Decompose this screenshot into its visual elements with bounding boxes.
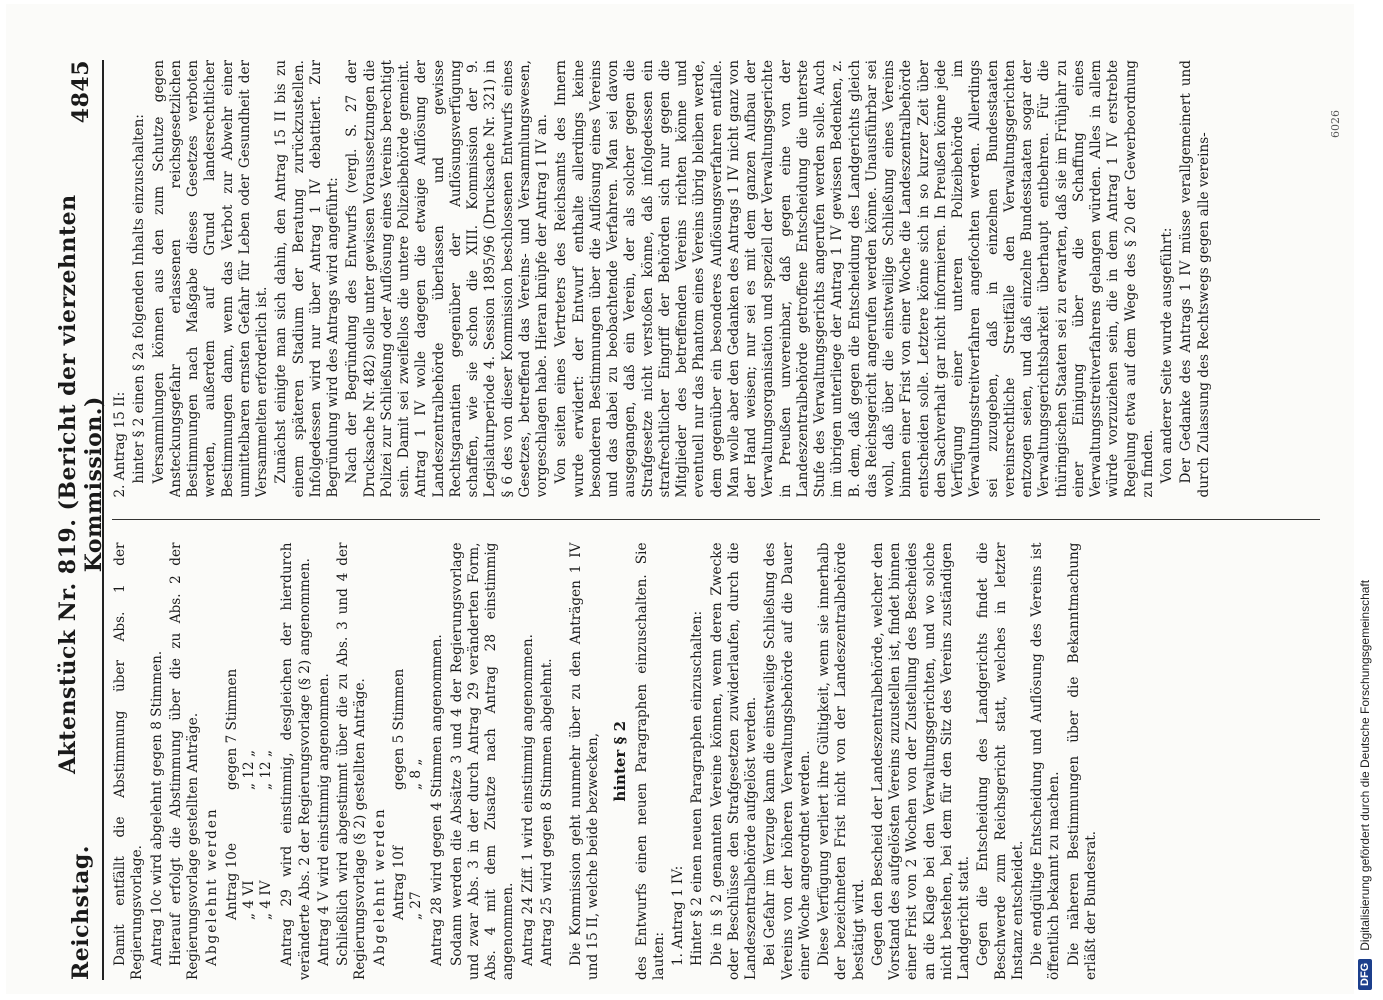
paragraph: Bei Gefahr im Verzuge kann die einstweilige Schließung des Vereins von der höheren Verwaltungsbehörde auf die Dauer einer Woche angeordnet werden. [762, 542, 813, 980]
archive-stamp: 6026 [1329, 110, 1342, 138]
paragraph: Abgelehnt werden [204, 807, 221, 966]
left-column [112, 543, 1320, 981]
paragraph: Antrag 29 wird einstimmig, desgleichen der hierdurch veränderte Abs. 2 der Regierungsvorlage (§ 2) angenommen. [279, 542, 313, 980]
paragraph: Der Gedanke des Antrags 1 IV müsse verallgemeinert und durch Zulassung des Rechtswegs gegen alle vereins- [1178, 60, 1212, 498]
paragraph: Gegen die Entscheidung des Landgerichts findet die Beschwerde zum Reichsgericht statt, welches in letzter Instanz entscheidet. [975, 542, 1026, 980]
text-columns [112, 60, 1320, 980]
paragraph: des Entwurfs einen neuen Paragraphen einzuschalten. Sie lauten: [633, 542, 667, 980]
paragraph: Antrag 24 Ziff. 1 wird einstimmig angenommen. [519, 634, 536, 966]
vote-row: „ 27 „ 8 „ [408, 758, 424, 920]
paragraph: Die näheren Bestimmungen über die Bekanntmachung erläßt der Bundesrat. [1065, 542, 1099, 980]
paragraph: Die Kommission geht nunmehr über zu den Anträgen 1 IV und 15 II, welche beide bezwecken, [568, 542, 602, 980]
vote-table-1 [224, 543, 276, 921]
vote-table-2 [391, 543, 426, 921]
paragraph: Von seiten eines Vertreters des Reichsamts des Innern wurde erwidert: der Entwurf enthalte allerdings keine besonderen Bestimmungen über die Auflösung eines Vereins und das dabei zu beobachtende Verfahren. Man sei davon ausgegangen, daß ein Verein, der als solcher gegen die Strafgesetze nicht verstoßen könne, daß infolgedessen ein strafrechtlicher Eingriff der Behörden sich nur gegen die Mitglieder des betreffenden Vereins richten könne und eventuell nur das Phantom eines Vereins übrig bleiben werde, dem gegenüber ein besonderes Auflösungsverfahren entfalle. Man wolle aber den Gedanken des Antrags 1 IV nicht ganz von der Hand weisen; nur sei es mit dem ganzen Aufbau der Verwaltungsorganisation und speziell der Verwaltungsgerichte in Preußen unvereinbar, daß gegen eine von der Landeszentralbehörde getroffene Entscheidung die unterste Stufe des Verwaltungsgerichts angerufen werden solle. Auch im übrigen unterliege der Antrag 1 IV gewissen Bedenken, z. B. dem, daß gegen die Entscheidung des Landgerichts gleich das Reichsgericht angerufen werden könne. Unausführbar sei wohl, daß über die einstweilige Schließung eines Vereins binnen einer Frist von einer Woche die Landeszentralbehörde entscheiden solle. Letztere könne sich in so kurzer Zeit über den Sachverhalt gar nicht informieren. In Preußen könne jede Verfügung einer unteren Polizeibehörde im Verwaltungsstreitverfahren angefochten werden. Allerdings sei zuzugeben, daß in einzelnen Bundesstaaten vereinsrechtliche Streitfälle den Verwaltungsgerichten entzogen seien, und daß einzelne Bundesstaaten sogar der Verwaltungsgerichtsbarkeit überhaupt entbehren. Für die thüringischen Staaten sei zu erwarten, daß sie im Frühjahr zu einer Einigung über die Schaffung eines Verwaltungsstreitverfahrens gelangen würden. Alles in allem würde vorzuziehen sein, die in dem Antrag 1 IV erstrebte Regelung etwa auf dem Wege des § 20 der Gewerbeordnung zu finden. [553, 60, 1156, 498]
paragraph: Diese Verfügung verliert ihre Gültigkeit, wenn sie innerhalb der bezeichneten Frist nicht von der Landeszentralbehörde bestätigt wird. [816, 542, 867, 980]
paragraph: Abgelehnt werden [371, 807, 388, 966]
paragraph: Die endgültige Entscheidung und Auflösung des Vereins ist öffentlich bekannt zu machen. [1029, 542, 1063, 980]
paragraph: Schließlich wird abgestimmt über die zu Abs. 3 und 4 der Regierungsvorlage (§ 2) gestellten Anträge. [335, 542, 369, 980]
paragraph: Hinter § 2 einen neuen Paragraphen einzuschalten: [689, 610, 706, 966]
paragraph: 1. Antrag 1 IV: [670, 865, 687, 966]
paragraph: Die in § 2 genannten Vereine können, wenn deren Zwecke oder Beschlüsse den Strafgesetzen zuwiderlaufen, durch die Landeszentralbehörde aufgelöst werden. [708, 542, 760, 980]
vote-row: „ 4 VI „ 12 „ [240, 749, 257, 920]
paragraph: Antrag 25 wird gegen 8 Stimmen abgelehnt. [538, 658, 555, 966]
vote-row: Antrag 10f gegen 5 Stimmen [390, 668, 407, 920]
dfg-logo: DFG [1358, 959, 1372, 990]
paragraph: 2. Antrag 15 II: [112, 391, 128, 498]
header-title: Aktenstück Nr. 819. (Bericht der vierzehnten Kommission.) [55, 194, 107, 775]
paragraph: Antrag 4 V wird einstimmig angenommen. [315, 673, 332, 966]
vote-row: „ 4 IV „ 12 „ [258, 749, 274, 920]
page-header [55, 60, 107, 980]
paragraph: hinter § 2 einen § 2a folgenden Inhalts einzuschalten: [131, 114, 148, 484]
paragraph: Antrag 10c wird abgelehnt gegen 8 Stimmen. [148, 650, 165, 966]
rotated-page [55, 40, 1350, 1000]
digitization-note [1352, 0, 1378, 990]
paragraph: Versammlungen können aus den zum Schutze gegen Ansteckungsgefahr erlassenen reichsgesetzlichen Bestimmungen nach Maßgabe dieses Gesetzes verboten werden, außerdem auf Grund landesrechtlicher Bestimmungen dann, wenn das Verbot zur Abwehr einer unmittelbaren ernsten Gefahr für Leben oder Gesundheit der Versammelten erforderlich ist. [150, 60, 270, 498]
paragraph: Hierauf erfolgt die Abstimmung über die zu Abs. 2 der Regierungsvorlage gestellten Anträge. [167, 542, 201, 980]
digitization-text: Digitalisierung gefördert durch die Deutsche Forschungsgemeinschaft [1358, 579, 1372, 951]
paragraph: Gegen den Bescheid der Landeszentralbehörde, welcher den Vorstand des aufgelösten Vereins zuzustellen ist, findet binnen einer Frist von 2 Wochen von der Zustellung des Bescheides an die Klage bei den Verwaltungsgerichten, und wo solche nicht bestehen, bei dem für den Sitz des Vereins zuständigen Landgericht statt. [869, 542, 973, 980]
column-divider [112, 520, 1320, 521]
vote-row: Antrag 10e gegen 7 Stimmen [223, 668, 240, 920]
section-heading: hinter § 2 [610, 720, 629, 802]
paragraph: Nach der Begründung des Entwurfs (vergl. S. 27 der Drucksache Nr. 482) solle unter gewissen Voraussetzungen die Polizei zur Schließung oder Auflösung eines Vereins berechtigt sein. Damit sei zweifellos die untere Polizeibehörde gemeint. Antrag 1 IV wolle dagegen die etwaige Auflösung der Landeszentralbehörde überlassen und gewisse Rechtsgarantien gegenüber der Auflösungsverfügung schaffen, wie sie schon die XIII. Kommission der 9. Legislaturperiode 4. Session 1895/96 (Drucksache Nr. 321) in § 6 des von dieser Kommission beschlossenen Entwurfs eines Gesetzes, betreffend das Vereins- und Versammlungswesen, vorgeschlagen habe. Hieran knüpfe der Antrag 1 IV an. [344, 60, 550, 498]
page-number: 4845 [68, 60, 94, 124]
paragraph: Damit entfällt die Abstimmung über Abs. 1 der Regierungsvorlage. [112, 542, 146, 980]
paragraph: Antrag 28 wird gegen 4 Stimmen angenommen. [429, 634, 446, 966]
paragraph: Zunächst einigte man sich dahin, den Antrag 15 II bis zu einem späteren Stadium der Beratung zurückzustellen. Infolgedessen wird nur über Antrag 1 IV debattiert. Zur Begründung wird des Antrags wird angeführt: [273, 60, 341, 498]
header-left: Reichstag. [68, 845, 94, 980]
paragraph: Von anderer Seite wurde ausgeführt: [1159, 227, 1175, 484]
right-column [112, 60, 1320, 498]
paragraph: Sodann werden die Absätze 3 und 4 der Regierungsvorlage und zwar Abs. 3 in der durch Antrag 29 veränderten Form, Abs. 4 mit dem Zusatze nach Antrag 28 einstimmig angenommen. [448, 542, 517, 980]
